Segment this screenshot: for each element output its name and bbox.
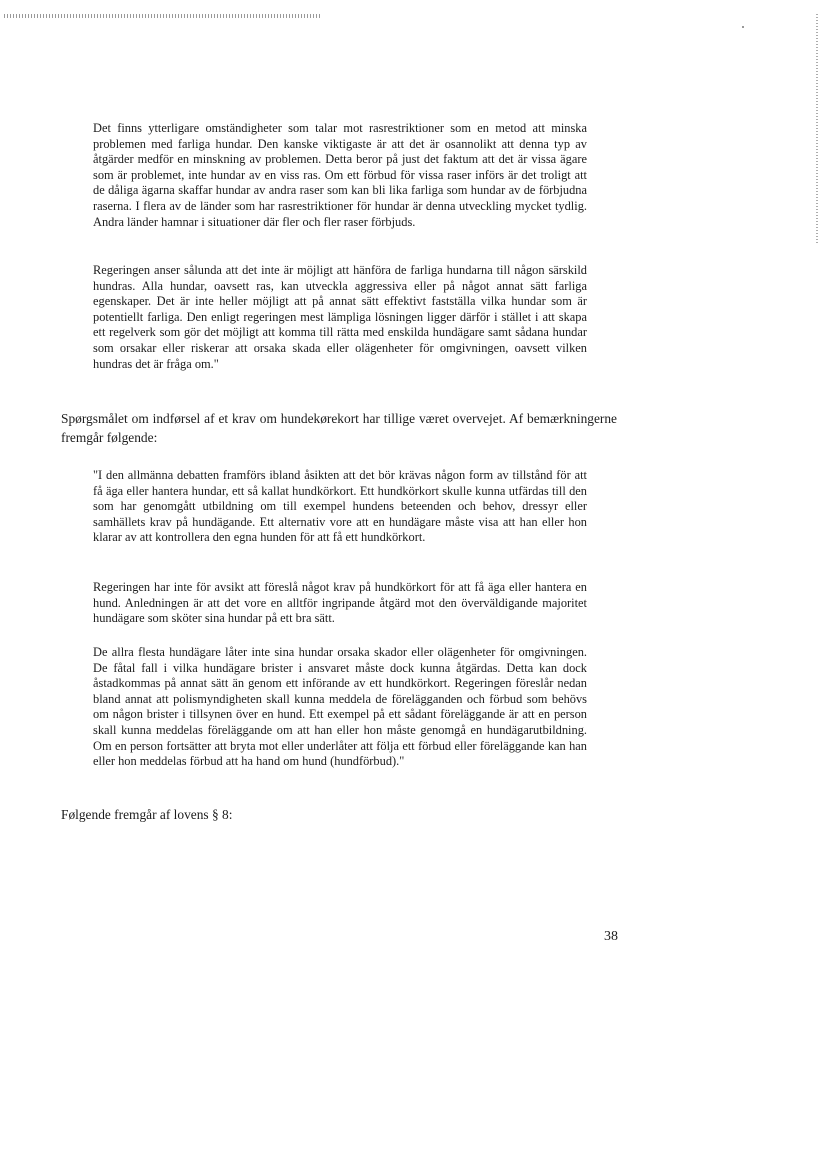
scan-edge-right bbox=[816, 14, 818, 244]
page-number: 38 bbox=[604, 929, 618, 944]
scan-edge-top bbox=[4, 14, 322, 18]
body-paragraph-lovens-paragraf-8: Følgende fremgår af lovens § 8: bbox=[61, 807, 233, 822]
quote-paragraph-regeringen-anser: Regeringen anser sålunda att det inte är möjligt att hänföra de farliga hundarna till någon särskild hundras. Alla hundar, oavsett ras, kan utveckla aggressiva eller på något annat sätt farliga egenskaper. Det är inte heller möjligt att på annat sätt effektivt fastställa vilka hundar som är potentiellt farliga. Den enligt regeringen mest lämpliga lösningen ligger därför i stället i att skapa ett regelverk som gör det möjligt att komma till rätta med enskilda hundägare samt sådana hundar som orsakar eller riskerar att orsaka skada eller olägenheter för omgivningen, oavsett vilken hundras det är fråga om." bbox=[93, 263, 587, 371]
quote-paragraph-rasrestriktioner: Det finns ytterligare omständigheter som talar mot rasrestriktioner som en metod att minska problemen med farliga hundar. Den kanske viktigaste är att det är osannolikt att denna typ av åtgärder medför en minskning av problemen. Detta beror på just det faktum att det är vissa ägare som är problemet, inte hundar av en viss ras. Om ett förbud för vissa raser införs är det troligt att de dåliga ägarna skaffar hundar av andra raser som kan bli lika farliga som hundar av de förbjudna raserna. I flera av de länder som har rasrestriktioner för hundar är denna utveckling mycket tydlig. Andra länder hamnar i situationer där fler och fler raser förbjuds. bbox=[93, 121, 587, 229]
scan-speck bbox=[742, 26, 744, 28]
quote-paragraph-hundagare-ansvar: De allra flesta hundägare låter inte sina hundar orsaka skador eller olägenheter för omgivningen. De fåtal fall i vilka hundägare brister i ansvaret måste dock kunna åtgärdas. Detta kan dock åstadkommas på annat sätt än genom ett införande av ett hundkörkort. Regeringen föreslår nedan bland annat att polismyndigheten skall kunna meddela de förelägganden och förbud som behövs om någon brister i tillsynen över en hund. Ett exempel på ett sådant föreläggande är att en person skall kunna meddelas föreläggande om att han eller hon måste genomgå en hundägarutbildning. Om en person fortsätter att bryta mot eller underlåter att följa ett förbud eller föreläggande kan han eller hon meddelas förbud att ha hand om hund (hundförbud)." bbox=[93, 645, 587, 769]
body-paragraph-hundekorekort: Spørgsmålet om indførsel af et krav om hundekørekort har tillige været overvejet. Af bemærkningerne fremgår følgende: bbox=[61, 411, 617, 445]
quote-paragraph-regeringen-avsikt: Regeringen har inte för avsikt att föreslå något krav på hundkörkort för att få äga eller hantera en hund. Anledningen är att det vore en alltför ingripande åtgärd mot den överväldigande majoritet hundägare som sköter sina hundar på ett bra sätt. bbox=[93, 580, 587, 626]
quote-paragraph-hundkorkort-debatt: "I den allmänna debatten framförs ibland åsikten att det bör krävas någon form av tillstånd för att få äga eller hantera hundar, ett så kallat hundkörkort. Ett hundkörkort skulle kunna utfärdas till den som har genomgått utbildning om till exempel hundens beteenden och behov, dressyr eller samhällets krav på hundägande. Ett alternativ vore att en hundägare måste visa att han eller hon klarar av att kontrollera den egna hunden för att få ett hundkörkort. bbox=[93, 468, 587, 545]
